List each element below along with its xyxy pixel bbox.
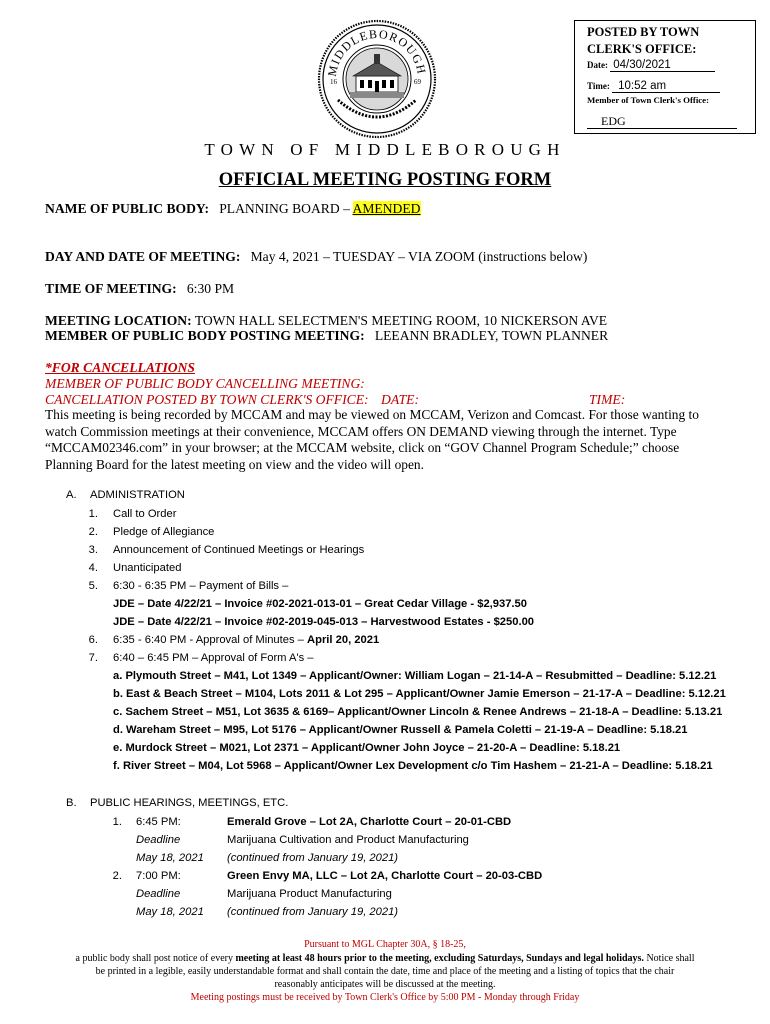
hearing-deadline-label: Deadline [136, 888, 181, 900]
posting-member-label: MEMBER OF PUBLIC BODY POSTING MEETING: [45, 328, 365, 343]
form-a-line: e. Murdock Street – M021, Lot 2371 – Applicant/Owner John Joyce – 21-20-A – Deadline: 5.18.21 [113, 742, 621, 754]
agenda-item: Call to Order [113, 508, 177, 520]
form-a-line: b. East & Beach Street – M104, Lots 2011 & Lot 295 – Applicant/Owner Jamie Emerson – 21-17-A – Deadline: 5.12.21 [113, 688, 726, 700]
agenda-item-number: 6. [88, 634, 98, 646]
posting-member-value: LEEANN BRADLEY, TOWN PLANNER [374, 328, 609, 343]
hearing-number: 2. [112, 870, 122, 882]
footer-line2: be printed in a legible, easily understandable format and shall contain the date, time and place of the meeting and a listing of topics that the chair [95, 966, 675, 977]
footer-line1 [0, 953, 770, 964]
cancellation-date-label: DATE: [381, 392, 420, 407]
recording-notice-line: Planning Board for the latest meeting on view and the video will open. [45, 456, 424, 472]
agenda-item-number: 4. [88, 562, 98, 574]
svg-text:69: 69 [414, 78, 421, 86]
agenda-item-number: 1. [88, 508, 98, 520]
hearing-note: (continued from January 19, 2021) [227, 852, 399, 864]
public-body-label: NAME OF PUBLIC BODY: [45, 201, 210, 216]
meeting-date-value: May 4, 2021 – TUESDAY – VIA ZOOM (instructions below) [250, 249, 588, 264]
section-a-title: ADMINISTRATION [90, 489, 185, 501]
stamp-clerk-label: CLERK'S OFFICE: [587, 42, 697, 56]
agenda-item-number: 5. [88, 580, 98, 592]
meeting-date-label: DAY AND DATE OF MEETING: [45, 249, 241, 264]
form-a-line: d. Wareham Street – M95, Lot 5176 – Applicant/Owner Russell & Pamela Coletti – 21-19-A – Deadline: 5.18.21 [113, 724, 688, 736]
bill-line: JDE – Date 4/22/21 – Invoice #02-2019-045-013 – Harvestwood Estates - $250.00 [113, 616, 535, 628]
amended-highlight: AMENDED [352, 201, 421, 216]
form-a-line: f. River Street – M04, Lot 5968 – Applicant/Owner Lex Development c/o Tim Hashem – 21-21-A – Deadline: 5.18.21 [113, 760, 713, 772]
hearing-description: Marijuana Product Manufacturing [227, 888, 392, 900]
hearing-time: 7:00 PM: [136, 870, 181, 882]
hearing-description: Marijuana Cultivation and Product Manufacturing [227, 834, 469, 846]
hearing-name: Green Envy MA, LLC – Lot 2A, Charlotte Court – 20-03-CBD [227, 870, 543, 882]
footer-law: Pursuant to MGL Chapter 30A, § 18-25, [304, 939, 466, 950]
minutes-date: April 20, 2021 [307, 634, 380, 646]
section-a-letter: A. [66, 489, 77, 501]
cancellation-posted-label: CANCELLATION POSTED BY TOWN CLERK'S OFFICE: [45, 392, 369, 407]
meeting-time-label: TIME OF MEETING: [45, 281, 177, 296]
stamp-date-value: 04/30/2021 [610, 59, 715, 72]
form-a-line: c. Sachem Street – M51, Lot 3635 & 6169– Applicant/Owner Lincoln & Renee Andrews – 21-18-A – Deadline: 5.13.21 [113, 706, 723, 718]
recording-notice-line: “MCCAM02346.com” in your browser; at the MCCAM website, click on “GOV Channel Program Schedule;” choose [45, 440, 680, 455]
meeting-time-value: 6:30 PM [186, 281, 235, 296]
footer-deadline: Meeting postings must be received by Town Clerk's Office by 5:00 PM - Monday through Friday [190, 992, 580, 1003]
cancellation-time-label: TIME: [589, 392, 626, 407]
footer-line1-a: a public body shall post notice of every [75, 953, 236, 964]
recording-notice-line: This meeting is being recorded by MCCAM and may be viewed on MCCAM, Verizon and Comcast. For those wanting to [45, 407, 699, 422]
hearing-note: (continued from January 19, 2021) [227, 906, 399, 918]
meeting-location-label: MEETING LOCATION: [45, 313, 192, 328]
meeting-location-value: TOWN HALL SELECTMEN'S MEETING ROOM, 10 NICKERSON AVE [194, 313, 608, 328]
agenda-item-number: 7. [88, 652, 98, 664]
stamp-member-value: EDG [587, 114, 737, 129]
agenda-item: Announcement of Continued Meetings or Hearings [113, 544, 365, 556]
footer-line1-b: meeting at least 48 hours prior to the meeting, excluding Saturdays, Sundays and legal holidays. [235, 953, 644, 964]
bill-line: JDE – Date 4/22/21 – Invoice #02-2021-013-01 – Great Cedar Village - $2,937.50 [113, 598, 527, 610]
section-b-title: PUBLIC HEARINGS, MEETINGS, ETC. [90, 797, 289, 809]
agenda-item: 6:40 – 6:45 PM – Approval of Form A's – [113, 652, 314, 664]
minutes-label: 6:35 - 6:40 PM - Approval of Minutes – [113, 634, 308, 646]
stamp-posted-label: POSTED BY TOWN [587, 25, 700, 39]
recording-notice-line: watch Commission meetings at their convenience, MCCAM offers ON DEMAND viewing through the internet. Type [45, 423, 677, 439]
town-name: TOWN OF MIDDLEBOROUGH [204, 140, 566, 159]
hearing-number: 1. [112, 816, 122, 828]
svg-text:16: 16 [330, 78, 337, 86]
hearing-deadline-date: May 18, 2021 [136, 852, 204, 864]
agenda-item-number: 2. [88, 526, 98, 538]
hearing-deadline-label: Deadline [136, 834, 181, 846]
cancelling-member-label: MEMBER OF PUBLIC BODY CANCELLING MEETING: [45, 376, 365, 391]
hearing-deadline-date: May 18, 2021 [136, 906, 204, 918]
public-body-value: PLANNING BOARD – [219, 201, 353, 216]
section-b-letter: B. [66, 797, 77, 809]
stamp-member-label: Member of Town Clerk's Office: [587, 95, 709, 105]
stamp-date-label: Date: [587, 60, 608, 70]
stamp-time-label: Time: [587, 81, 610, 91]
agenda-item: Pledge of Allegiance [113, 526, 215, 538]
agenda-item: 6:30 - 6:35 PM – Payment of Bills – [113, 580, 289, 592]
stamp-time-value: 10:52 am [612, 80, 720, 93]
cancellations-heading: *FOR CANCELLATIONS [45, 360, 195, 375]
agenda-item [113, 634, 379, 646]
form-title: OFFICIAL MEETING POSTING FORM [218, 170, 552, 190]
seal-arc-text: MIDDLEBOROUGH [324, 26, 429, 78]
agenda-item: Unanticipated [113, 562, 182, 574]
hearing-time: 6:45 PM: [136, 816, 181, 828]
form-a-line: a. Plymouth Street – M41, Lot 1349 – Applicant/Owner: William Logan – 21-14-A – Resubmitted – Deadline: 5.12.21 [113, 670, 717, 682]
footer-line3: reasonably anticipates will be discussed at the meeting. [274, 979, 496, 990]
footer-line1-c: Notice shall [643, 953, 695, 964]
agenda-item-number: 3. [88, 544, 98, 556]
hearing-name: Emerald Grove – Lot 2A, Charlotte Court – 20-01-CBD [227, 816, 512, 828]
